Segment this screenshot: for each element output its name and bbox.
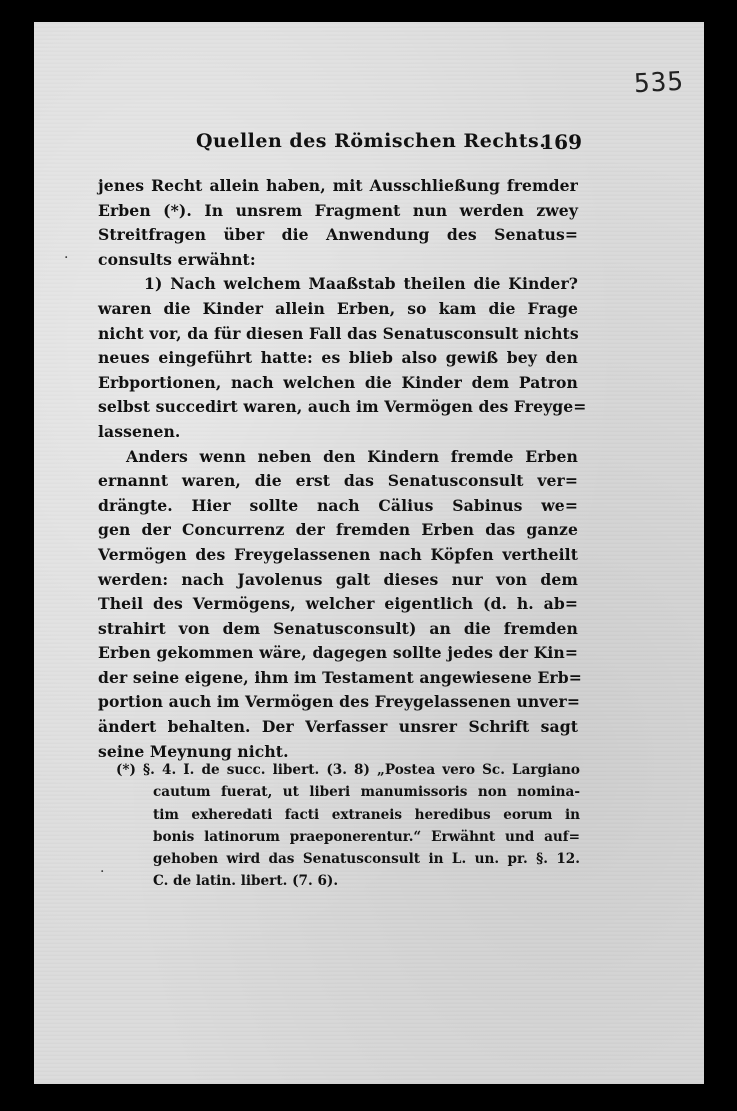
body-line: der seine eigene, ihm im Testament angewiesene Erb=: [98, 667, 582, 687]
page-number: 169: [540, 130, 582, 154]
footnote-line: cautum fuerat, ut liberi manumissoris non nomina-: [153, 784, 580, 801]
margin-dot: ·: [64, 250, 69, 266]
footnote-line: (*) §. 4. I. de succ. libert. (3. 8) „Postea vero Sc. Largiano: [116, 762, 580, 778]
body-line: lassenen.: [98, 421, 181, 441]
body-line: ändert behalten. Der Verfasser unsrer Schrift sagt: [98, 717, 578, 737]
body-line: Erben (*). In unsrem Fragment nun werden zwey: [98, 200, 578, 220]
body-line: neues eingeführt hatte: es blieb also gewiß bey den: [98, 348, 578, 368]
body-line: Theil des Vermögens, welcher eigentlich (d. h. ab=: [98, 594, 578, 614]
running-title: Quellen des Römischen Rechts.: [196, 130, 547, 152]
footnotes: [116, 759, 580, 893]
running-head: [196, 130, 582, 160]
body-line: Erben gekommen wäre, dagegen sollte jedes der Kin=: [98, 643, 578, 663]
body-line: seine Meynung nicht.: [98, 741, 289, 761]
body-line: ernannt waren, die erst das Senatusconsult ver=: [98, 471, 578, 491]
footnote-line: bonis latinorum praeponerentur.“ Erwähnt und auf=: [153, 828, 580, 845]
body-line: Erbportionen, nach welchen die Kinder dem Patron: [98, 372, 578, 392]
footnote-line: gehoben wird das Senatusconsult in L. un. pr. §. 12.: [153, 851, 580, 868]
body-line: gen der Concurrenz der fremden Erben das ganze: [98, 520, 578, 540]
body-line: werden: nach Javolenus galt dieses nur von dem: [98, 569, 578, 589]
body-line: Anders wenn neben den Kindern fremde Erben: [126, 446, 578, 466]
body-line: drängte. Hier sollte nach Cälius Sabinus we=: [98, 495, 578, 515]
body-line: strahirt von dem Senatusconsult) an die fremden: [98, 618, 578, 638]
body-text: [98, 174, 587, 764]
body-line: Streitfragen über die Anwendung des Senatus=: [98, 225, 578, 245]
footnote-line: C. de latin. libert. (7. 6).: [153, 873, 339, 890]
footnote-line: tim exheredati facti extraneis heredibus eorum in: [153, 806, 580, 823]
margin-dot: ·: [100, 864, 105, 880]
body-line: waren die Kinder allein Erben, so kam die Frage: [98, 298, 578, 318]
body-line: jenes Recht allein haben, mit Ausschließung fremder: [98, 176, 578, 195]
body-line: 1) Nach welchem Maaßstab theilen die Kinder?: [144, 274, 578, 294]
body-line: consults erwähnt:: [98, 249, 256, 269]
body-line: portion auch im Vermögen des Freygelassenen unver=: [98, 692, 580, 712]
body-line: selbst succedirt waren, auch im Vermögen des Freyge=: [98, 397, 587, 417]
body-line: Vermögen des Freygelassenen nach Köpfen vertheilt: [98, 544, 578, 564]
book-page: [34, 22, 704, 1084]
body-line: nicht vor, da für diesen Fall das Senatusconsult nichts: [98, 323, 579, 343]
handwritten-folio-number: 535: [633, 66, 685, 100]
